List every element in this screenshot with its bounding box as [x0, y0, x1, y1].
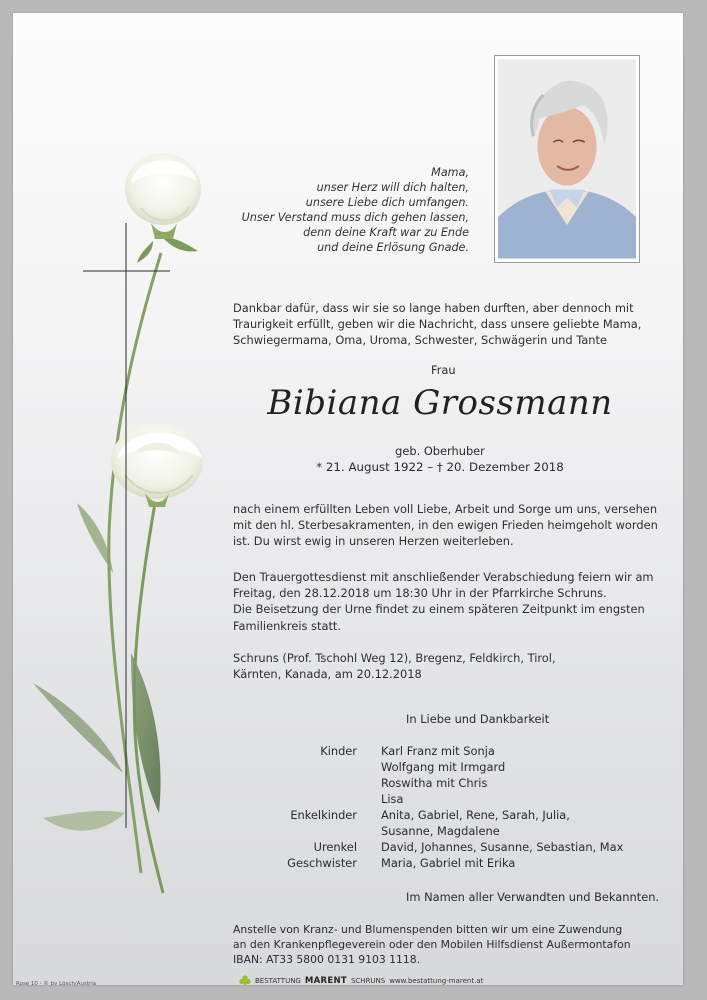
family-names: Roswitha mit Chris	[381, 776, 488, 790]
family-role	[243, 791, 381, 807]
donation-line: IBAN: AT33 5800 0131 9103 1118.	[233, 953, 421, 966]
intro-line: Schwiegermama, Oma, Uroma, Schwester, Schwägerin und Tante	[233, 333, 607, 348]
donation-line: Anstelle von Kranz- und Blumenspenden bitten wir um eine Zuwendung	[233, 923, 623, 936]
life-dates: * 21. August 1922 – † 20. Dezember 2018	[316, 460, 564, 474]
family-names: Wolfgang mit Irmgard	[381, 760, 506, 774]
portrait-frame	[494, 55, 640, 263]
family-role: Kinder	[320, 744, 357, 758]
service-paragraph	[233, 569, 654, 634]
family-row	[243, 807, 673, 823]
obituary-card	[13, 13, 683, 985]
image-credit: Rose 10 - © by Lösch/Austria	[16, 981, 97, 985]
family-role	[243, 823, 381, 839]
family-names: Karl Franz mit Sonja	[381, 744, 495, 758]
place-date	[233, 650, 556, 682]
family-row	[243, 855, 673, 871]
salutation: Frau	[431, 363, 456, 377]
family-names: Maria, Gabriel mit Erika	[381, 856, 516, 870]
rose-illustration	[13, 13, 213, 985]
logo-brand: MARENT	[304, 976, 347, 985]
life-line: ist. Du wirst ewig in unseren Herzen weiterleben.	[233, 534, 514, 549]
family-role: Geschwister	[287, 856, 357, 870]
rose-top	[125, 153, 201, 239]
poem-line: unsere Liebe dich umfangen.	[305, 196, 469, 209]
rose-bottom	[111, 423, 203, 507]
funeral-home-logo	[239, 975, 483, 985]
poem-line: und deine Erlösung Gnade.	[317, 241, 469, 254]
poem	[213, 165, 469, 255]
website-link[interactable]: www.bestattung-marent.at	[389, 977, 484, 985]
family-names: Anita, Gabriel, Rene, Sarah, Julia,	[381, 808, 570, 822]
family-names: Lisa	[381, 792, 404, 806]
service-line: Die Beisetzung der Urne findet zu einem späteren Zeitpunkt im engsten	[233, 602, 645, 617]
family-row	[243, 759, 673, 775]
place-line: Kärnten, Kanada, am 20.12.2018	[233, 667, 422, 682]
farewell-line: Im Namen aller Verwandten und Bekannten.	[406, 890, 660, 904]
clover-logo-icon	[239, 975, 251, 985]
closing-line: In Liebe und Dankbarkeit	[406, 712, 550, 726]
place-line: Schruns (Prof. Tschohl Weg 12), Bregenz, Feldkirch, Tirol,	[233, 651, 556, 665]
service-line: Den Trauergottesdienst mit anschließender Verabschiedung feiern wir am	[233, 570, 654, 584]
logo-town: SCHRUNS	[350, 977, 386, 985]
maiden-name: geb. Oberhuber	[395, 444, 485, 458]
intro-line: Dankbar dafür, dass wir sie so lange haben durften, aber dennoch mit	[233, 301, 634, 315]
poem-line: Mama,	[431, 166, 469, 179]
life-line: mit den hl. Sterbesakramenten, in den ewigen Frieden heimgeholt worden	[233, 518, 658, 533]
service-line: Familienkreis statt.	[233, 618, 341, 633]
poem-line: Unser Verstand muss dich gehen lassen,	[241, 211, 469, 224]
intro-paragraph	[233, 300, 641, 349]
family-role: Enkelkinder	[290, 808, 357, 822]
family-names: David, Johannes, Susanne, Sebastian, Max	[381, 840, 624, 854]
life-line: nach einem erfüllten Leben voll Liebe, Arbeit und Sorge um uns, versehen	[233, 502, 658, 516]
family-list	[243, 743, 673, 871]
life-paragraph	[233, 501, 658, 550]
family-row	[243, 743, 673, 759]
poem-line: unser Herz will dich halten,	[316, 181, 469, 194]
family-row	[243, 823, 673, 839]
donation-line: an den Krankenpflegeverein oder den Mobilen Hilfsdienst Außermontafon	[233, 938, 631, 951]
portrait-photo	[498, 59, 636, 259]
deceased-name: Bibiana Grossmann	[267, 383, 613, 423]
family-role	[243, 759, 381, 775]
logo-prefix: BESTATTUNG	[255, 977, 301, 985]
family-role: Urenkel	[313, 840, 357, 854]
poem-line: denn deine Kraft war zu Ende	[303, 226, 469, 239]
family-row	[243, 775, 673, 791]
family-row	[243, 791, 673, 807]
family-names: Susanne, Magdalene	[381, 824, 500, 838]
family-row	[243, 839, 673, 855]
service-line: Freitag, den 28.12.2018 um 18:30 Uhr in der Pfarrkirche Schruns.	[233, 586, 607, 601]
donation-note	[233, 922, 631, 967]
intro-line: Traurigkeit erfüllt, geben wir die Nachricht, dass unsere geliebte Mama,	[233, 317, 642, 332]
family-role	[243, 775, 381, 791]
